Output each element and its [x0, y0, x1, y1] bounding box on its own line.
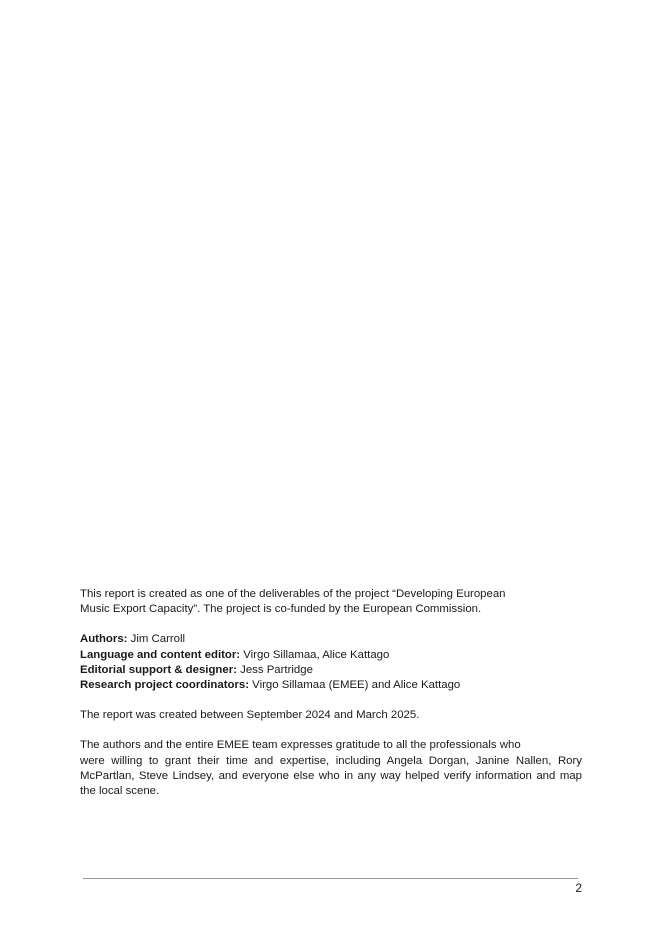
- credit-coordinators: [80, 678, 582, 693]
- intro-paragraph: [80, 587, 582, 617]
- footer-divider: [83, 878, 578, 879]
- credit-designer: [80, 663, 582, 678]
- credit-value: Jess Partridge: [236, 663, 313, 676]
- gratitude-paragraph: [80, 738, 582, 799]
- credit-label: Editorial support & designer:: [80, 663, 237, 676]
- credits-list: [80, 632, 582, 693]
- credit-label: Research project coordinators:: [80, 679, 250, 692]
- credit-label: Language and content editor:: [80, 648, 241, 661]
- page-number: 2: [575, 881, 582, 895]
- intro-line-1: This report is created as one of the deliverables of the project “Developing European: [80, 588, 506, 600]
- credit-value: Virgo Sillamaa (EMEE) and Alice Kattago: [249, 679, 461, 692]
- timeline-paragraph: The report was created between September 2024 and March 2025.: [80, 709, 420, 722]
- gratitude-line-1: The authors and the entire EMEE team expresses gratitude to all the professionals who: [80, 739, 521, 752]
- credit-value: Virgo Sillamaa, Alice Kattago: [240, 648, 390, 661]
- credit-value: Jim Carroll: [127, 633, 186, 646]
- credit-editor: [80, 648, 582, 663]
- gratitude-body: were willing to grant their time and expertise, including Angela Dorgan, Janine Nallen, Rory McPartlan, Steve Lindsey, and everyone else who in any way helped verify information and map the local scene.: [80, 754, 582, 798]
- intro-line-2: Music Export Capacity”. The project is co-funded by the European Commission.: [80, 603, 482, 616]
- credit-authors: [80, 632, 582, 647]
- report-colophon: [80, 587, 582, 814]
- credit-label: Authors:: [80, 633, 128, 646]
